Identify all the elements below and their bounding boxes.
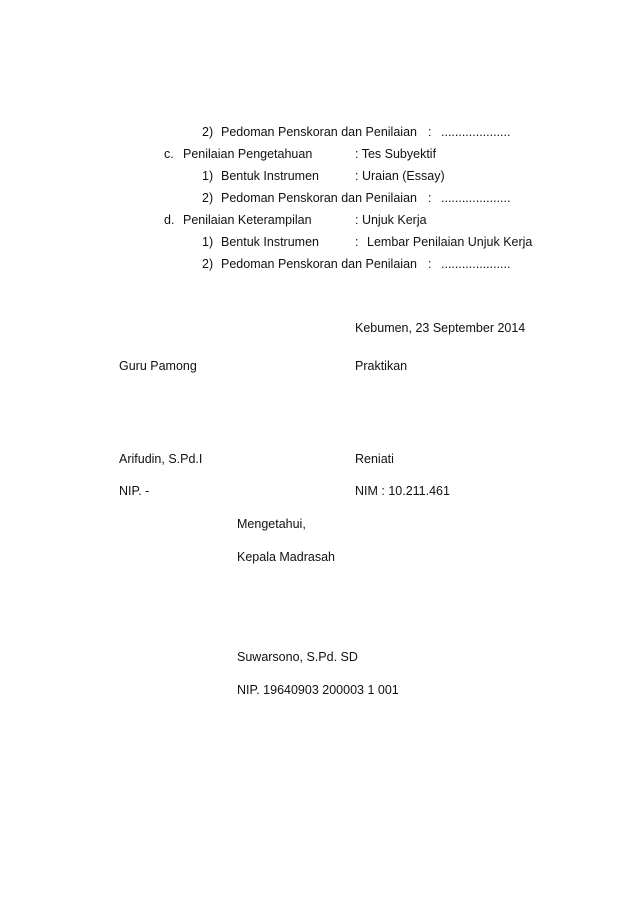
item-label: Pedoman Penskoran dan Penilaian <box>221 257 417 271</box>
item-label: Pedoman Penskoran dan Penilaian <box>221 125 417 139</box>
item-number: 1) <box>202 235 214 249</box>
item-number: 2) <box>202 191 214 205</box>
item-value: Lembar Penilaian Unjuk Kerja <box>367 235 533 249</box>
item-number: 1) <box>202 169 214 183</box>
item-separator: : <box>428 191 432 205</box>
item-separator: : <box>428 257 432 271</box>
item-value: : Tes Subyektif <box>355 147 437 161</box>
item-value: .................... <box>441 125 511 139</box>
item-label: Pedoman Penskoran dan Penilaian <box>221 191 417 205</box>
acknowledge-label: Mengetahui, <box>237 517 306 531</box>
item-separator: : <box>355 235 359 249</box>
item-value: .................... <box>441 257 511 271</box>
left-nip: NIP. - <box>119 484 150 498</box>
head-role: Kepala Madrasah <box>237 550 335 564</box>
right-nim: NIM : 10.211.461 <box>355 484 450 498</box>
head-nip: NIP. 19640903 200003 1 001 <box>237 683 399 697</box>
item-label: Penilaian Pengetahuan <box>183 147 313 161</box>
right-name: Reniati <box>355 452 394 466</box>
left-name: Arifudin, S.Pd.I <box>119 452 203 466</box>
item-label: Bentuk Instrumen <box>221 235 319 249</box>
item-value: : Uraian (Essay) <box>355 169 445 183</box>
item-separator: : <box>428 125 432 139</box>
item-number: c. <box>164 147 174 161</box>
item-number: d. <box>164 213 175 227</box>
item-number: 2) <box>202 125 214 139</box>
item-value: : Unjuk Kerja <box>355 213 427 227</box>
item-label: Penilaian Keterampilan <box>183 213 312 227</box>
head-name: Suwarsono, S.Pd. SD <box>237 650 358 664</box>
left-role: Guru Pamong <box>119 359 197 373</box>
place-date: Kebumen, 23 September 2014 <box>355 321 526 335</box>
item-value: .................... <box>441 191 511 205</box>
item-number: 2) <box>202 257 214 271</box>
right-role: Praktikan <box>355 359 408 373</box>
item-label: Bentuk Instrumen <box>221 169 319 183</box>
